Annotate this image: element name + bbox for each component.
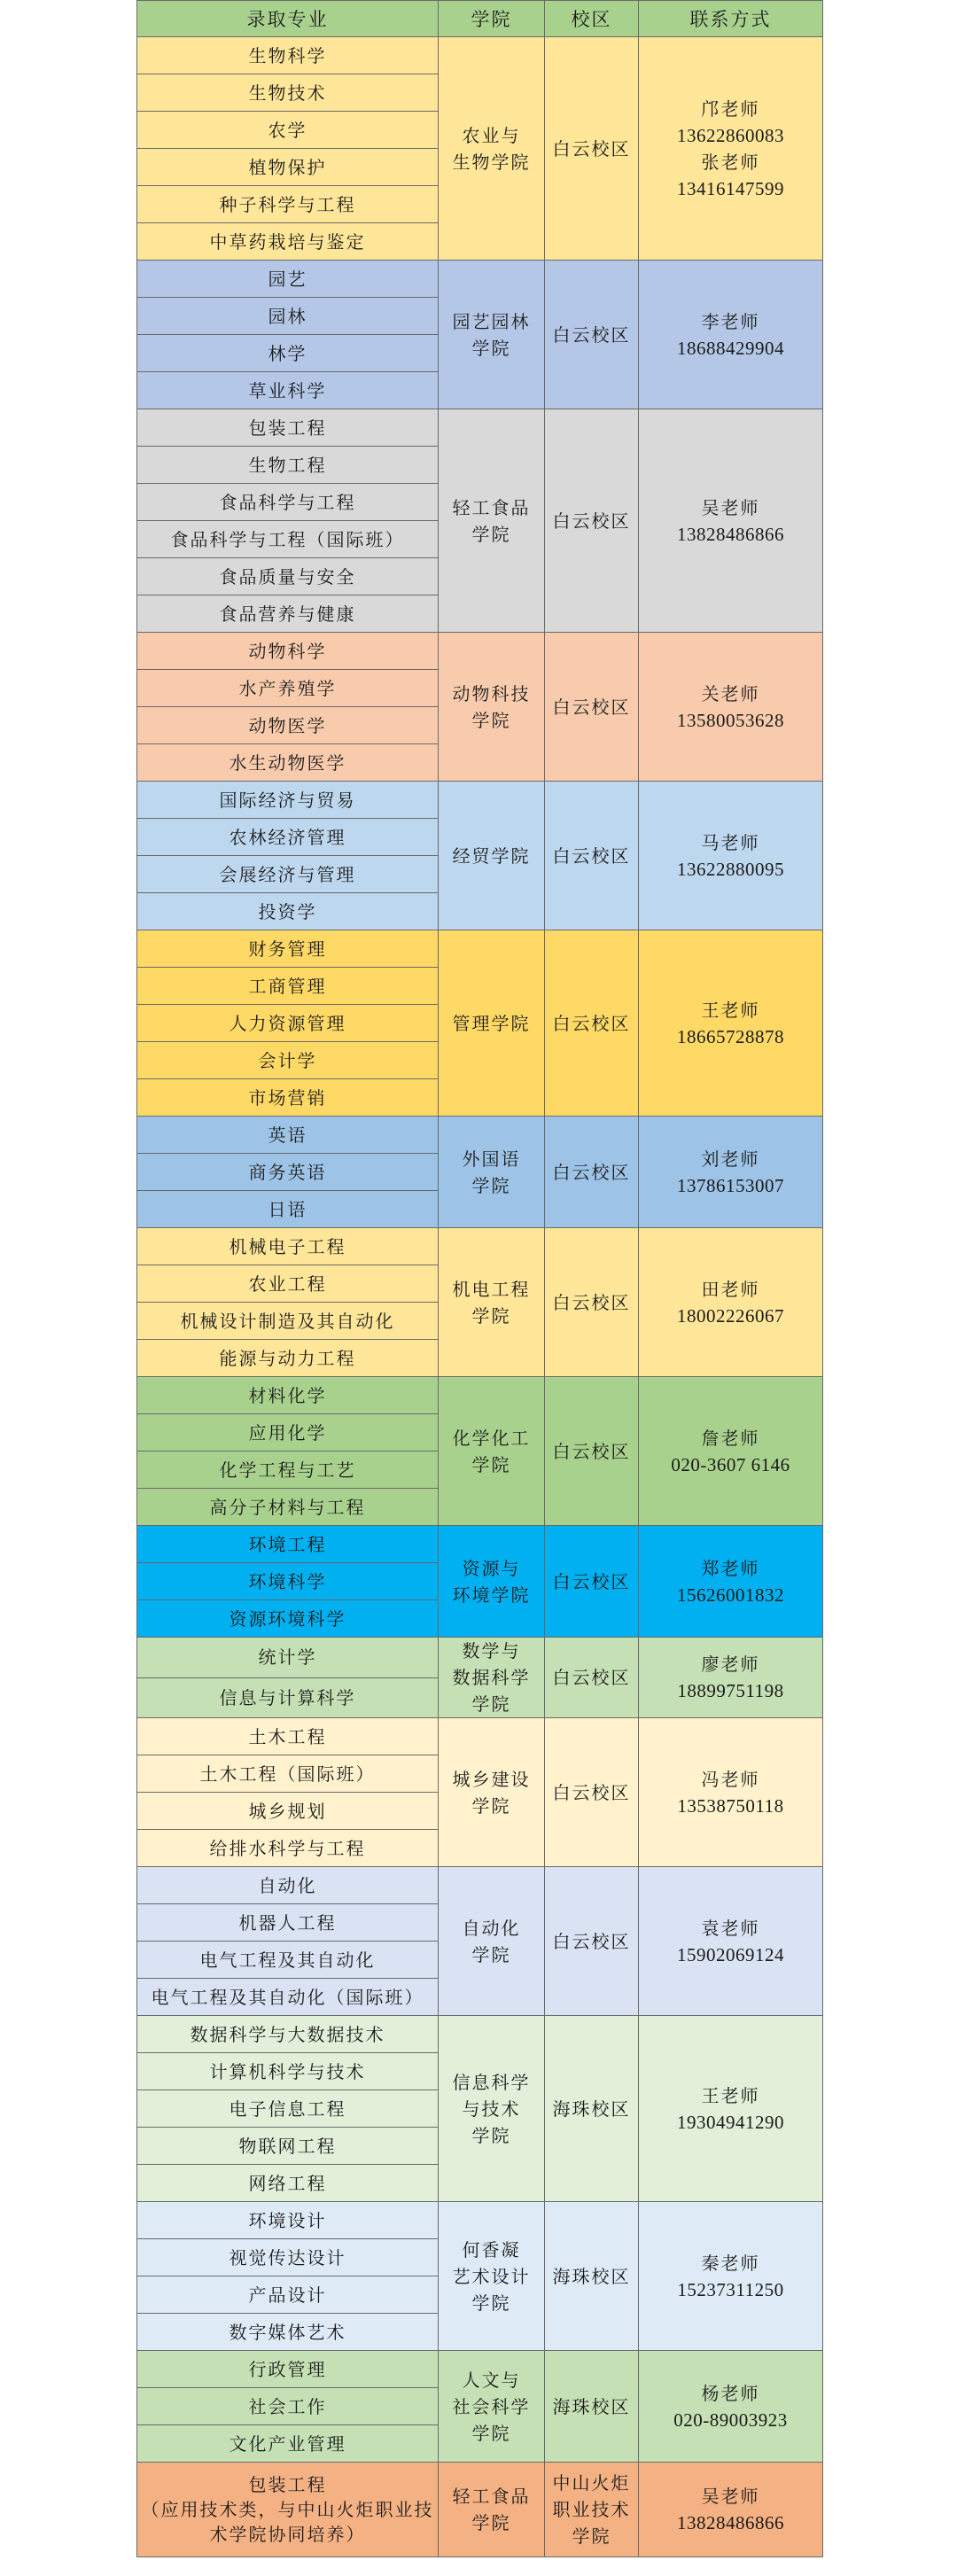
major-cell: 园林 (137, 298, 439, 335)
college-cell: 何香凝 艺术设计 学院 (439, 2202, 545, 2351)
major-cell: 机械电子工程 (137, 1228, 439, 1265)
major-cell: 电气工程及其自动化（国际班） (137, 1979, 439, 2016)
contact-phone: 020-3607 6146 (671, 1453, 790, 1475)
major-cell: 给排水科学与工程 (137, 1830, 439, 1867)
table-row (137, 1867, 823, 1904)
major-cell: 统计学 (137, 1638, 439, 1678)
major-cell: 水产养殖学 (137, 670, 439, 707)
major-cell: 高分子材料与工程 (137, 1489, 439, 1526)
major-cell: 数字媒体艺术 (137, 2314, 439, 2351)
major-cell: 食品科学与工程（国际班） (137, 521, 439, 558)
major-cell: 商务英语 (137, 1154, 439, 1191)
major-cell: 会计学 (137, 1042, 439, 1079)
table-body (137, 37, 823, 2557)
contact-phone: 13622880095 (677, 858, 784, 880)
major-cell: 材料化学 (137, 1377, 439, 1414)
contact-phone: 13786153007 (677, 1174, 784, 1196)
major-cell: 水生动物医学 (137, 744, 439, 782)
table-row (137, 1638, 823, 1678)
major-cell: 自动化 (137, 1867, 439, 1904)
college-cell: 资源与 环境学院 (439, 1526, 545, 1638)
campus-cell: 白云校区 (545, 1117, 639, 1228)
major-cell: 文化产业管理 (137, 2425, 439, 2463)
contact-name: 冯老师 (701, 1768, 760, 1790)
major-cell: 信息与计算科学 (137, 1677, 439, 1718)
college-cell: 化学化工 学院 (439, 1377, 545, 1526)
contact-phone: 13580053628 (677, 709, 784, 731)
major-cell: 包装工程 （应用技术类，与中山火炬职业技术学院协同培养） (137, 2463, 439, 2557)
college-cell: 人文与 社会科学 学院 (439, 2351, 545, 2463)
table-row (137, 782, 823, 819)
major-cell: 林学 (137, 335, 439, 372)
major-cell: 环境设计 (137, 2202, 439, 2239)
contact-phone: 020-89003923 (673, 2409, 788, 2431)
college-cell: 轻工食品 学院 (439, 409, 545, 633)
major-cell: 食品质量与安全 (137, 558, 439, 595)
major-cell: 财务管理 (137, 930, 439, 968)
major-cell: 电子信息工程 (137, 2090, 439, 2128)
major-cell: 动物医学 (137, 707, 439, 744)
majors-contact-table (136, 0, 823, 2557)
major-cell: 工商管理 (137, 968, 439, 1005)
table-row (137, 1377, 823, 1414)
contact-cell (639, 1228, 823, 1377)
major-cell: 食品营养与健康 (137, 595, 439, 633)
contact-name: 王老师 (701, 999, 760, 1021)
major-cell: 网络工程 (137, 2165, 439, 2202)
contact-name: 秦老师 (701, 2252, 760, 2274)
major-cell: 动物科学 (137, 633, 439, 670)
college-cell: 农业与 生物学院 (439, 37, 545, 261)
contact-phone: 15626001832 (677, 1584, 784, 1606)
major-cell: 农业工程 (137, 1265, 439, 1303)
contact-name: 王老师 (701, 2084, 760, 2106)
contact-phone: 15237311250 (677, 2278, 784, 2300)
contact-cell (639, 261, 823, 409)
contact-phone: 13622860083 (677, 124, 784, 146)
major-cell: 环境工程 (137, 1526, 439, 1563)
major-cell: 草业科学 (137, 372, 439, 409)
major-cell: 社会工作 (137, 2388, 439, 2425)
major-cell: 园艺 (137, 261, 439, 298)
contact-name: 郑老师 (701, 1557, 760, 1579)
header-row (137, 1, 823, 37)
major-cell: 能源与动力工程 (137, 1340, 439, 1377)
contact-name: 廖老师 (701, 1654, 760, 1675)
table-row (137, 2202, 823, 2239)
campus-cell: 白云校区 (545, 1638, 639, 1718)
college-cell: 机电工程 学院 (439, 1228, 545, 1377)
campus-cell: 白云校区 (545, 1228, 639, 1377)
contact-cell (639, 1867, 823, 2016)
campus-cell: 白云校区 (545, 261, 639, 409)
major-cell: 土木工程（国际班） (137, 1755, 439, 1793)
college-cell: 经贸学院 (439, 782, 545, 930)
admissions-table (136, 0, 822, 2557)
major-cell: 资源环境科学 (137, 1600, 439, 1638)
major-cell: 种子科学与工程 (137, 186, 439, 223)
contact-name: 袁老师 (701, 1917, 760, 1939)
contact-cell (639, 37, 823, 261)
table-row (137, 2463, 823, 2557)
major-cell: 投资学 (137, 893, 439, 930)
major-cell: 植物保护 (137, 149, 439, 186)
table-row (137, 2351, 823, 2388)
campus-cell: 海珠校区 (545, 2202, 639, 2351)
contact-name: 刘老师 (701, 1148, 760, 1170)
campus-cell: 白云校区 (545, 930, 639, 1117)
contact-phone: 15902069124 (677, 1943, 784, 1965)
college-cell: 轻工食品 学院 (439, 2463, 545, 2557)
major-cell: 人力资源管理 (137, 1005, 439, 1042)
contact-name: 关老师 (701, 682, 760, 704)
campus-cell: 中山火炬 职业技术 学院 (545, 2463, 639, 2557)
major-cell: 化学工程与工艺 (137, 1451, 439, 1489)
table-row (137, 1718, 823, 1755)
contact-name: 田老师 (701, 1278, 760, 1300)
major-cell: 机械设计制造及其自动化 (137, 1303, 439, 1340)
contact-phone: 13416147599 (677, 177, 784, 199)
contact-name: 詹老师 (701, 1427, 760, 1449)
major-cell: 会展经济与管理 (137, 856, 439, 893)
major-cell: 应用化学 (137, 1414, 439, 1451)
table-row (137, 261, 823, 298)
major-cell: 食品科学与工程 (137, 484, 439, 521)
campus-cell: 白云校区 (545, 1867, 639, 2016)
contact-cell (639, 930, 823, 1117)
major-cell: 日语 (137, 1191, 439, 1228)
major-cell: 农学 (137, 112, 439, 149)
contact-cell (639, 409, 823, 633)
contact-name: 张老师 (701, 151, 760, 173)
contact-phone: 13828486866 (677, 2512, 784, 2533)
major-cell: 生物工程 (137, 447, 439, 484)
contact-name: 李老师 (701, 310, 760, 332)
campus-cell: 白云校区 (545, 1526, 639, 1638)
major-cell: 机器人工程 (137, 1904, 439, 1942)
contact-phone: 18899751198 (677, 1680, 784, 1701)
major-cell: 计算机科学与技术 (137, 2053, 439, 2090)
campus-cell: 白云校区 (545, 37, 639, 261)
contact-cell (639, 2463, 823, 2557)
contact-cell (639, 633, 823, 782)
header-contact: 联系方式 (639, 1, 823, 37)
major-cell: 包装工程 (137, 409, 439, 447)
college-cell: 管理学院 (439, 930, 545, 1117)
major-cell: 产品设计 (137, 2276, 439, 2314)
contact-phone: 13828486866 (677, 523, 784, 545)
table-row (137, 37, 823, 74)
table-row (137, 633, 823, 670)
campus-cell: 白云校区 (545, 782, 639, 930)
table-row (137, 2016, 823, 2053)
table-row (137, 1526, 823, 1563)
campus-cell: 白云校区 (545, 1718, 639, 1867)
major-cell: 电气工程及其自动化 (137, 1942, 439, 1979)
campus-cell: 白云校区 (545, 1377, 639, 1526)
major-cell: 中草药栽培与鉴定 (137, 223, 439, 261)
college-cell: 动物科技 学院 (439, 633, 545, 782)
contact-phone: 18665728878 (677, 1025, 784, 1047)
contact-cell (639, 1117, 823, 1228)
college-cell: 信息科学 与技术 学院 (439, 2016, 545, 2202)
header-campus: 校区 (545, 1, 639, 37)
contact-cell (639, 1718, 823, 1867)
major-cell: 生物技术 (137, 74, 439, 112)
contact-cell (639, 782, 823, 930)
major-cell: 视觉传达设计 (137, 2239, 439, 2276)
major-cell: 土木工程 (137, 1718, 439, 1755)
contact-phone: 18002226067 (677, 1304, 784, 1327)
contact-cell (639, 1377, 823, 1526)
college-cell: 数学与 数据科学 学院 (439, 1638, 545, 1718)
header-major: 录取专业 (137, 1, 439, 37)
campus-cell: 海珠校区 (545, 2351, 639, 2463)
college-cell: 城乡建设 学院 (439, 1718, 545, 1867)
contact-cell (639, 2351, 823, 2463)
campus-cell: 白云校区 (545, 409, 639, 633)
contact-name: 马老师 (701, 831, 760, 853)
contact-cell (639, 2016, 823, 2202)
table-row (137, 1228, 823, 1265)
contact-cell (639, 1526, 823, 1638)
contact-phone: 18688429904 (677, 337, 784, 359)
contact-cell (639, 2202, 823, 2351)
contact-name: 吴老师 (701, 2486, 760, 2507)
college-cell: 园艺园林 学院 (439, 261, 545, 409)
contact-phone: 19304941290 (677, 2111, 784, 2133)
header-college: 学院 (439, 1, 545, 37)
major-cell: 英语 (137, 1117, 439, 1154)
contact-name: 吴老师 (701, 496, 760, 518)
campus-cell: 白云校区 (545, 633, 639, 782)
major-cell: 行政管理 (137, 2351, 439, 2388)
major-cell: 物联网工程 (137, 2128, 439, 2165)
major-cell: 国际经济与贸易 (137, 782, 439, 819)
table-row (137, 930, 823, 968)
campus-cell: 海珠校区 (545, 2016, 639, 2202)
contact-phone: 13538750118 (677, 1794, 784, 1817)
major-cell: 生物科学 (137, 37, 439, 74)
major-cell: 农林经济管理 (137, 819, 439, 856)
major-cell: 环境科学 (137, 1563, 439, 1600)
contact-cell (639, 1638, 823, 1718)
major-cell: 城乡规划 (137, 1793, 439, 1830)
contact-name: 邝老师 (701, 97, 760, 120)
contact-name: 杨老师 (701, 2382, 760, 2404)
table-row (137, 409, 823, 447)
major-cell: 市场营销 (137, 1079, 439, 1117)
college-cell: 外国语 学院 (439, 1117, 545, 1228)
college-cell: 自动化 学院 (439, 1867, 545, 2016)
table-row (137, 1117, 823, 1154)
major-cell: 数据科学与大数据技术 (137, 2016, 439, 2053)
